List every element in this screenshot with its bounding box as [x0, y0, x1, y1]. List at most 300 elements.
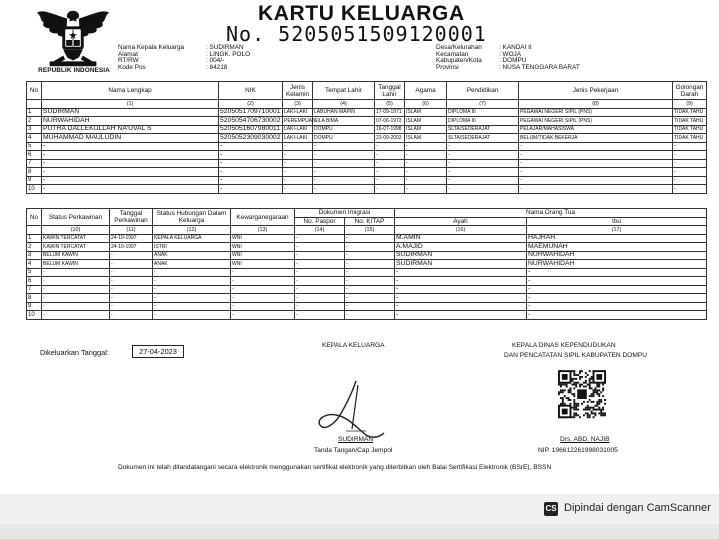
table-cell: - [110, 285, 153, 294]
qr-module [560, 397, 562, 399]
qr-module [600, 411, 602, 413]
qr-module [594, 405, 596, 407]
qr-module [589, 387, 591, 389]
table-cell: 07-06-1973 [375, 117, 405, 126]
camscanner-watermark: Dipindai dengan CamScanner [564, 502, 711, 514]
qr-module [591, 412, 593, 414]
table-cell: DIPLOMA III [447, 108, 519, 117]
table-cell: LAKI-LAKI [283, 134, 313, 143]
table-cell: - [313, 159, 375, 168]
dinas-title-line2: DAN PENCATATAN SIPIL KABUPATEN DOMPU [504, 352, 648, 359]
table-cell: - [110, 260, 153, 269]
qr-module [573, 399, 575, 401]
table-cell: - [405, 151, 447, 160]
table-row [27, 260, 707, 269]
column-number: (3) [283, 100, 313, 109]
table-cell: - [42, 285, 110, 294]
column-number: (1) [42, 100, 219, 109]
qr-module [596, 401, 598, 403]
col-header: Jenis Pekerjaan [519, 82, 673, 100]
qr-module [598, 409, 600, 411]
qr-module [589, 386, 591, 388]
table-cell: 7 [27, 159, 42, 168]
qr-module [568, 391, 570, 393]
qr-module [573, 378, 575, 380]
table-cell: A.MAJID [395, 243, 527, 252]
qr-module [560, 389, 562, 391]
table-row [27, 142, 707, 151]
qr-module [602, 414, 604, 416]
qr-module [589, 378, 591, 380]
table-cell: DOMPU [313, 125, 375, 134]
qr-module [593, 407, 595, 409]
qr-module [589, 370, 591, 372]
table-cell: - [375, 168, 405, 177]
table-cell: DOMPU [313, 134, 375, 143]
table-cell: - [42, 168, 219, 177]
qr-module [562, 389, 564, 391]
table-row [27, 234, 707, 243]
document-title: KARTU KELUARGA [258, 2, 465, 25]
table-header-row [27, 82, 707, 100]
table-cell: - [395, 285, 527, 294]
table-cell: 6 [27, 151, 42, 160]
qr-module [579, 378, 581, 380]
qr-module [602, 384, 604, 386]
qr-module [573, 395, 575, 397]
table-cell: - [295, 302, 345, 311]
col-header: Ayah [395, 217, 527, 226]
table-row [27, 151, 707, 160]
table-cell: - [345, 302, 395, 311]
table-cell: - [405, 185, 447, 194]
qr-module [598, 412, 600, 414]
column-number-row [27, 100, 707, 109]
qr-module [600, 412, 602, 414]
table-cell: SUDIRMAN [42, 108, 219, 117]
qr-module [575, 382, 577, 384]
table-cell: SLTA/SEDERAJAT [447, 125, 519, 134]
table-cell: - [110, 302, 153, 311]
table-cell: - [519, 159, 673, 168]
table-row [27, 268, 707, 277]
qr-module [566, 384, 568, 386]
qr-module [589, 409, 591, 411]
table-cell: 8 [27, 294, 42, 303]
qr-module [596, 384, 598, 386]
table-cell: LAKI-LAKI [283, 125, 313, 134]
qr-module [564, 389, 566, 391]
qr-module [564, 403, 566, 405]
qr-module [583, 382, 585, 384]
kepala-keluarga-name: SUDIRMAN [338, 436, 374, 443]
table-cell: TIDAK TAHU [673, 134, 707, 143]
column-number: (2) [219, 100, 283, 109]
column-number: (17) [527, 226, 707, 235]
qr-module [604, 412, 606, 414]
col-header: Agama [405, 82, 447, 100]
qr-module [573, 407, 575, 409]
col-header: Nama Lengkap [42, 82, 219, 100]
qr-module [570, 391, 572, 393]
table-cell: - [673, 168, 707, 177]
qr-module [589, 382, 591, 384]
table-cell: - [153, 285, 231, 294]
qr-module [583, 414, 585, 416]
table-cell: - [219, 142, 283, 151]
table-cell: - [375, 142, 405, 151]
qr-module [570, 389, 572, 391]
table-cell: WNI [231, 260, 295, 269]
header-row: Nama Kepala Keluarga : SUDIRMAN [118, 44, 244, 51]
table-row [27, 185, 707, 194]
qr-module [600, 409, 602, 411]
qr-module [593, 389, 595, 391]
table-cell: 9 [27, 176, 42, 185]
table-cell: - [345, 243, 395, 252]
table-cell: - [375, 159, 405, 168]
qr-module [593, 395, 595, 397]
table-cell: - [527, 302, 707, 311]
table-cell: - [447, 159, 519, 168]
issued-label: Dikeluarkan Tanggal: [40, 348, 109, 357]
col-header: Status Perkawinan [42, 209, 110, 226]
qr-module [594, 409, 596, 411]
table-cell: 7 [27, 285, 42, 294]
table-cell: - [42, 302, 110, 311]
qr-module [558, 393, 560, 395]
table-cell: 1 [27, 234, 42, 243]
col-header: No. KITAP [345, 217, 395, 226]
table-cell: - [283, 151, 313, 160]
table-cell: - [219, 185, 283, 194]
table-cell: - [519, 168, 673, 177]
header-row: Alamat : LINGK. POLO [118, 50, 251, 58]
qr-module [598, 407, 600, 409]
header-left [118, 45, 250, 71]
signature-caption: Tanda Tangan/Cap Jempol [314, 447, 393, 454]
dinas-title-line1: KEPALA DINAS KEPENDUDUKAN [512, 342, 616, 349]
table-cell: - [42, 185, 219, 194]
table-cell: - [295, 285, 345, 294]
table-cell: 3 [27, 251, 42, 260]
table-cell: NURWAHIDAH [527, 251, 707, 260]
table-row [27, 176, 707, 185]
table-cell: 5205052309030002 [219, 134, 283, 143]
table-cell: - [283, 142, 313, 151]
table-cell: - [345, 268, 395, 277]
table-cell: SLTA/SEDERAJAT [447, 134, 519, 143]
kepala-keluarga-title: KEPALA KELUARGA [322, 342, 385, 349]
qr-module [575, 414, 577, 416]
col-header: Dokumen Imigrasi [295, 209, 395, 218]
qr-module [573, 393, 575, 395]
qr-module [573, 405, 575, 407]
col-header: NIK [219, 82, 283, 100]
qr-module [589, 395, 591, 397]
signature-icon [306, 375, 396, 445]
qr-module [604, 414, 606, 416]
qr-module [598, 403, 600, 405]
qr-module [579, 376, 581, 378]
table-cell: TIDAK TAHU [673, 108, 707, 117]
qr-module [602, 395, 604, 397]
table-cell: PEGAWAI NEGERI SIPIL (PNS) [519, 117, 673, 126]
qr-module [593, 416, 595, 418]
qr-module [598, 389, 600, 391]
table-row [27, 277, 707, 286]
garuda-emblem-icon [34, 4, 112, 74]
table-row [27, 285, 707, 294]
table-cell: 5205051709710001 [219, 108, 283, 117]
column-number-row [27, 226, 707, 235]
table-cell: - [42, 311, 110, 320]
table-cell: - [231, 311, 295, 320]
table-cell: - [527, 277, 707, 286]
qr-module [591, 378, 593, 380]
qr-module [573, 416, 575, 418]
qr-module [571, 407, 573, 409]
qr-module [598, 393, 600, 395]
col-header: Nama Orang Tua [395, 209, 707, 218]
table-cell: BELUM/TIDAK BEKERJA [519, 134, 673, 143]
family-members-table [26, 81, 707, 194]
qr-module [571, 380, 573, 382]
table-cell: - [395, 277, 527, 286]
qr-module [587, 412, 589, 414]
table-cell: - [345, 311, 395, 320]
bottom-band [0, 524, 719, 539]
qr-module [579, 416, 581, 418]
column-number [27, 226, 42, 235]
table-cell: 5205051607980011 [219, 125, 283, 134]
qr-module [587, 401, 589, 403]
table-cell: MUHAMMAD MAULUDIN [42, 134, 219, 143]
qr-module [562, 374, 568, 380]
qr-module [594, 412, 596, 414]
qr-module [587, 409, 589, 411]
table-cell: - [405, 176, 447, 185]
table-cell: - [231, 294, 295, 303]
qr-module [573, 382, 575, 384]
table-cell: PEGAWAI NEGERI SIPIL (PNS) [519, 108, 673, 117]
qr-module [575, 405, 577, 407]
table-cell: - [527, 268, 707, 277]
qr-module [591, 393, 593, 395]
qr-module [575, 386, 577, 388]
table-cell: SUDIRMAN [395, 260, 527, 269]
table-cell: - [519, 142, 673, 151]
col-header: No [27, 209, 42, 226]
table-cell: PUTRA DALLEKULLAH NA'UVAL S [42, 125, 219, 134]
qr-module [594, 414, 596, 416]
table-cell: 5 [27, 268, 42, 277]
qr-module [587, 407, 589, 409]
qr-module [587, 384, 589, 386]
officer-nip: NIP. 196612261998031005 [538, 447, 618, 454]
table-cell: - [395, 311, 527, 320]
qr-module [577, 389, 587, 399]
table-cell: 6 [27, 277, 42, 286]
number-value: 5205051509120001 [278, 22, 487, 46]
qr-module [596, 405, 598, 407]
table-cell: - [527, 294, 707, 303]
qr-module [587, 374, 589, 376]
table-cell: - [673, 185, 707, 194]
qr-module [596, 409, 598, 411]
qr-module [596, 374, 602, 380]
qr-module [577, 414, 579, 416]
table-cell: TIDAK TAHU [673, 125, 707, 134]
table-row [27, 117, 707, 126]
table-cell: NURWAHIDAH [527, 260, 707, 269]
qr-module [573, 387, 575, 389]
qr-module [594, 391, 596, 393]
qr-module [602, 412, 604, 414]
table-cell: - [153, 302, 231, 311]
number-prefix: No. [226, 22, 266, 46]
table-cell: - [219, 151, 283, 160]
table-cell: ISLAM [405, 117, 447, 126]
table-cell: - [42, 294, 110, 303]
table-cell: - [447, 176, 519, 185]
qr-module [575, 378, 577, 380]
qr-module [568, 389, 570, 391]
table-cell: ISTRI [153, 243, 231, 252]
column-number: (7) [447, 100, 519, 109]
qr-module [560, 403, 562, 405]
qr-module [594, 389, 596, 391]
issued-date: 27-04-2023 [132, 345, 184, 358]
table-row [27, 243, 707, 252]
table-cell: BELUM KAWIN [42, 251, 110, 260]
qr-module [598, 386, 600, 388]
table-cell: M.AMIN [395, 234, 527, 243]
qr-module [593, 409, 595, 411]
qr-module [575, 374, 577, 376]
table-cell: - [673, 159, 707, 168]
table-row [27, 134, 707, 143]
table-cell: NURWAHIDAH [42, 117, 219, 126]
table-cell: TIDAK TAHU [673, 117, 707, 126]
column-number: (14) [295, 226, 345, 235]
table-cell: - [231, 277, 295, 286]
qr-module [575, 403, 577, 405]
table-row [27, 125, 707, 134]
column-number: (15) [345, 226, 395, 235]
col-header: Jenis Kelamin [283, 82, 313, 100]
table-cell: - [153, 277, 231, 286]
col-header: No. Paspor [295, 217, 345, 226]
column-number: (6) [405, 100, 447, 109]
table-cell: - [395, 294, 527, 303]
qr-module [596, 391, 598, 393]
family-status-table [26, 208, 707, 320]
qr-module [594, 387, 596, 389]
table-cell: - [295, 311, 345, 320]
qr-module [564, 395, 566, 397]
table-cell: SUDIRMAN [395, 251, 527, 260]
qr-module [589, 414, 591, 416]
table-cell: - [345, 285, 395, 294]
qr-module [585, 380, 587, 382]
qr-module [583, 409, 585, 411]
qr-module [562, 384, 564, 386]
table-cell: - [42, 277, 110, 286]
qr-module [579, 384, 581, 386]
table-cell: - [42, 176, 219, 185]
qr-module [579, 372, 581, 374]
qr-module [579, 386, 581, 388]
table-cell: - [295, 260, 345, 269]
qr-module [589, 407, 591, 409]
table-row [27, 108, 707, 117]
column-number: (9) [673, 100, 707, 109]
column-number: (8) [519, 100, 673, 109]
qr-module [587, 416, 589, 418]
qr-module [583, 401, 585, 403]
table-cell: - [110, 294, 153, 303]
qr-module [571, 378, 573, 380]
table-cell: 2 [27, 117, 42, 126]
officer-name: Drs. ABD. NAJIB [560, 436, 610, 443]
table-cell: 17-09-1971 [375, 108, 405, 117]
table-cell: PELAJAR/MAHASISWA [519, 125, 673, 134]
qr-module [577, 382, 579, 384]
qr-module [585, 412, 587, 414]
qr-module [575, 409, 577, 411]
table-cell: - [283, 159, 313, 168]
qr-module [591, 382, 593, 384]
table-cell: MAEMUNAH [527, 243, 707, 252]
qr-module [600, 414, 602, 416]
table-cell: - [313, 185, 375, 194]
qr-module [602, 409, 604, 411]
qr-module [573, 414, 575, 416]
table-row [27, 168, 707, 177]
table-cell: - [110, 311, 153, 320]
qr-module [579, 370, 581, 372]
table-cell: - [447, 168, 519, 177]
table-cell: - [231, 302, 295, 311]
col-header: Pendidikan [447, 82, 519, 100]
table-cell: 24-10-1997 [110, 243, 153, 252]
qr-module [585, 376, 587, 378]
table-row [27, 311, 707, 320]
table-cell: - [295, 268, 345, 277]
column-number: (12) [153, 226, 231, 235]
table-cell: DIPLOMA III [447, 117, 519, 126]
table-cell: KAWIN TERCATAT [42, 243, 110, 252]
table-cell: - [519, 151, 673, 160]
qr-module [585, 382, 587, 384]
table-cell: - [395, 268, 527, 277]
table-cell: - [447, 142, 519, 151]
qr-module [591, 407, 593, 409]
table-cell: ISLAM [405, 108, 447, 117]
qr-module [573, 412, 575, 414]
header-right [436, 45, 580, 71]
table-cell: - [42, 142, 219, 151]
qr-module [591, 401, 593, 403]
qr-module [564, 384, 566, 386]
table-cell: - [673, 176, 707, 185]
qr-module [593, 391, 595, 393]
table-cell: 23-09-2003 [375, 134, 405, 143]
table-cell: - [447, 185, 519, 194]
qr-module [573, 401, 575, 403]
qr-module [577, 403, 579, 405]
